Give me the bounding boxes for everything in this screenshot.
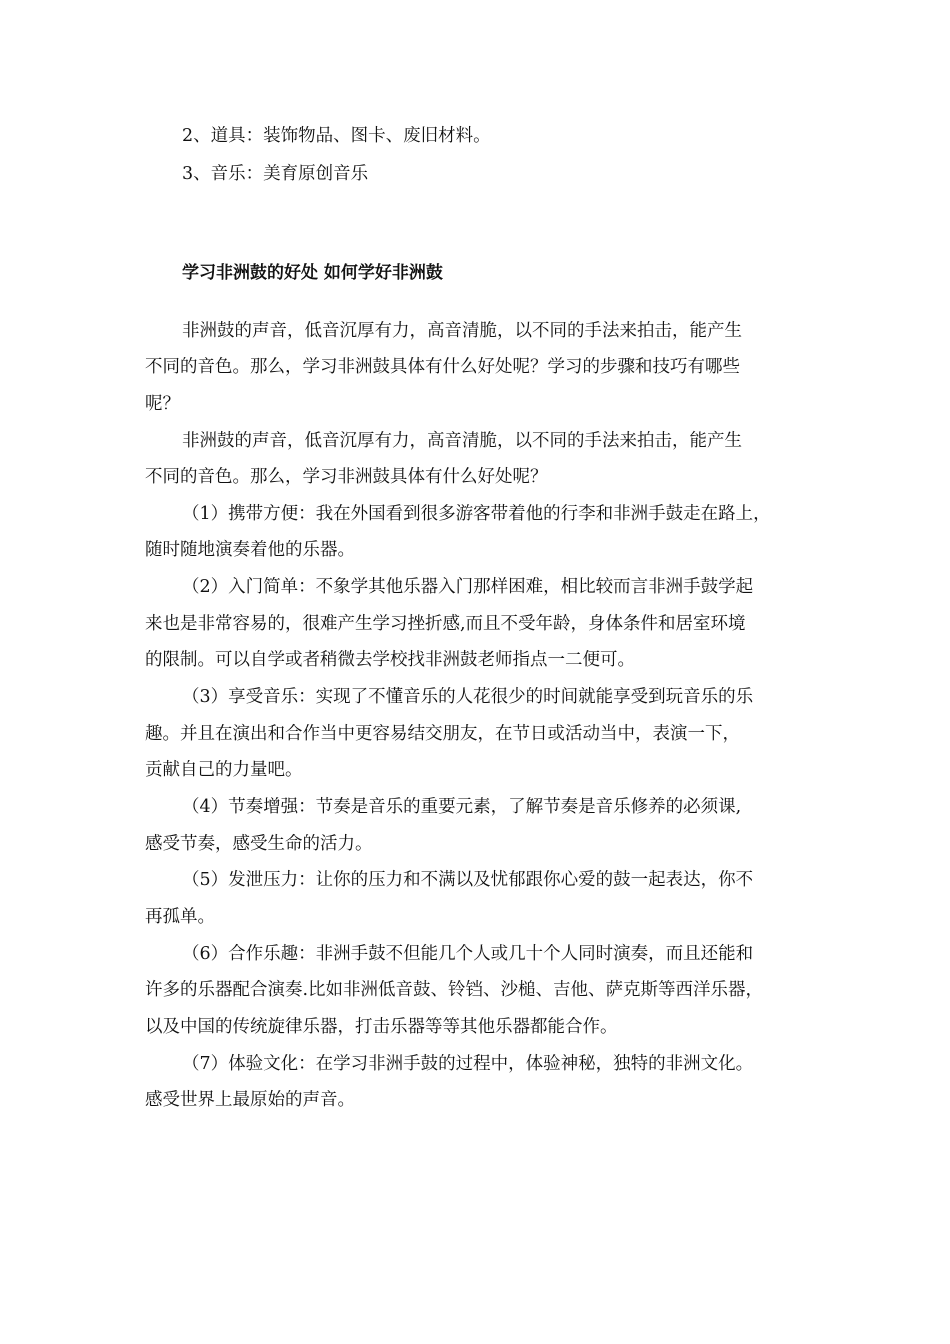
benefit-3-line: 趣。并且在演出和合作当中更容易结交朋友，在节日或活动当中，表演一下， [145, 724, 740, 744]
paragraph-line: 非洲鼓的声音，低音沉厚有力，高音清脆，以不同的手法来拍击，能产生 [182, 431, 742, 451]
benefit-2-line: 的限制。可以自学或者稍微去学校找非洲鼓老师指点一二便可。 [145, 650, 635, 670]
paragraph-line: 不同的音色。那么，学习非洲鼓具体有什么好处呢？ [145, 467, 548, 487]
materials-line-props: 2、道具：装饰物品、图卡、废旧材料。 [182, 126, 491, 146]
benefit-4-line: （4）节奏增强：节奏是音乐的重要元素，了解节奏是音乐修养的必须课, [182, 797, 742, 817]
benefit-5-line: （5）发泄压力：让你的压力和不满以及忧郁跟你心爱的鼓一起表达，你不 [182, 870, 754, 890]
paragraph-line: 呢？ [145, 394, 180, 414]
benefit-7-line: （7）体验文化：在学习非洲手鼓的过程中，体验神秘，独特的非洲文化。 [182, 1054, 754, 1074]
benefit-4-line: 感受节奏，感受生命的活力。 [145, 834, 373, 854]
benefit-6-line: 以及中国的传统旋律乐器，打击乐器等等其他乐器都能合作。 [145, 1017, 618, 1037]
benefit-3-line: 贡献自己的力量吧。 [145, 760, 303, 780]
materials-line-music: 3、音乐：美育原创音乐 [182, 164, 369, 184]
paragraph-line: 不同的音色。那么，学习非洲鼓具体有什么好处呢？学习的步骤和技巧有哪些 [145, 357, 740, 377]
benefit-6-line: （6）合作乐趣：非洲手鼓不但能几个人或几十个人同时演奏，而且还能和 [182, 944, 754, 964]
benefit-6-line: 许多的乐器配合演奏.比如非洲低音鼓、铃铛、沙槌、吉他、萨克斯等西洋乐器， [145, 980, 764, 1000]
benefit-2-line: （2）入门简单：不象学其他乐器入门那样困难，相比较而言非洲手鼓学起 [182, 577, 754, 597]
benefit-2-line: 来也是非常容易的，很难产生学习挫折感,而且不受年龄，身体条件和居室环境 [145, 614, 746, 634]
benefit-7-line: 感受世界上最原始的声音。 [145, 1090, 355, 1110]
benefit-1-line: 随时随地演奏着他的乐器。 [145, 540, 355, 560]
benefit-3-line: （3）享受音乐：实现了不懂音乐的人花很少的时间就能享受到玩音乐的乐 [182, 687, 754, 707]
benefit-5-line: 再孤单。 [145, 907, 215, 927]
paragraph-line: 非洲鼓的声音，低音沉厚有力，高音清脆，以不同的手法来拍击，能产生 [182, 321, 742, 341]
section-heading: 学习非洲鼓的好处 如何学好非洲鼓 [182, 263, 443, 283]
benefit-1-line: （1）携带方便：我在外国看到很多游客带着他的行李和非洲手鼓走在路上， [182, 504, 771, 524]
